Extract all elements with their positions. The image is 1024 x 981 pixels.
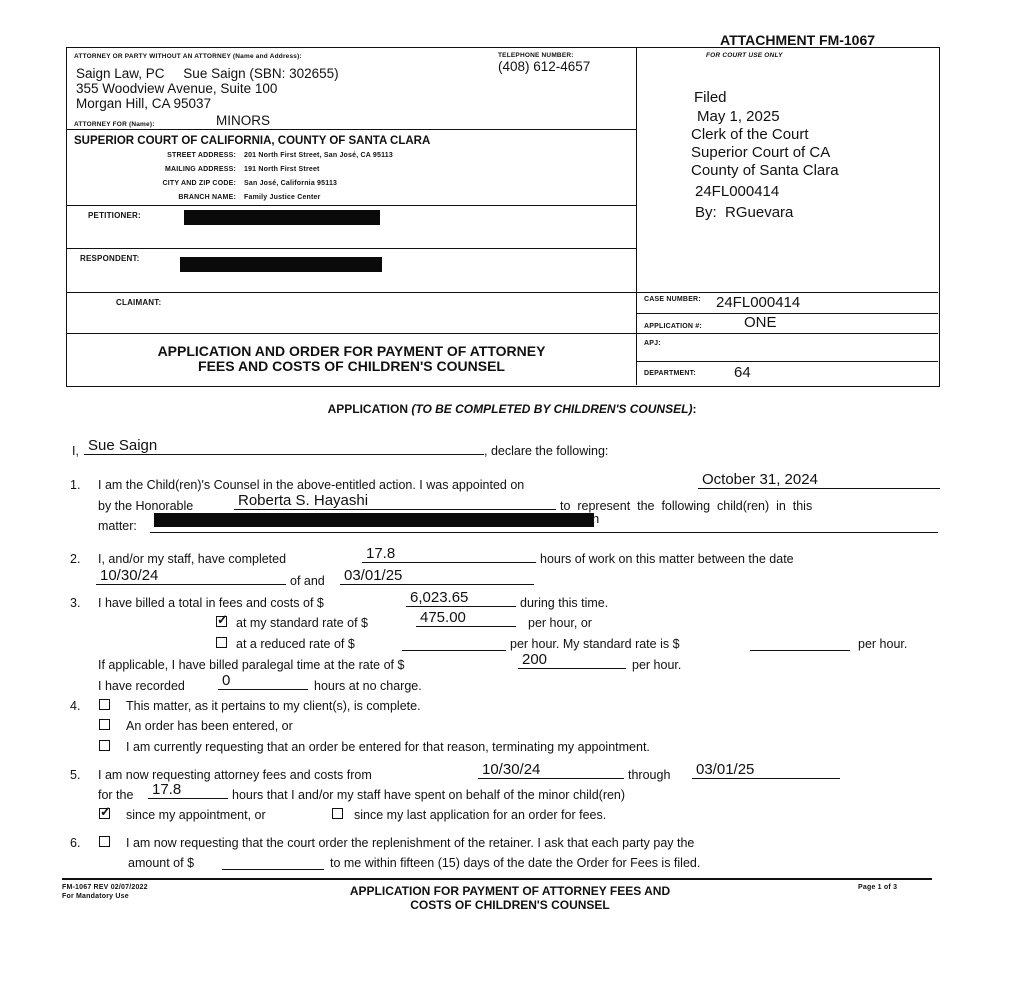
- item2-text: I, and/or my staff, have completed: [98, 552, 287, 566]
- item4-b: An order has been entered, or: [126, 719, 293, 733]
- item5-number: 5.: [70, 768, 81, 782]
- branch: Family Justice Center: [244, 194, 321, 201]
- fees-hours: 17.8: [148, 782, 228, 799]
- street: 201 North First Street, San José, CA 95113: [244, 152, 393, 159]
- judge-name: Roberta S. Hayashi: [234, 493, 556, 510]
- reduced-rate-line: [402, 650, 506, 651]
- mailing-label: MAILING ADDRESS:: [165, 166, 236, 173]
- court-use-filed: Filed: [694, 89, 727, 106]
- item3-during: during this time.: [520, 596, 609, 610]
- item5-hours-text: hours that I and/or my staff have spent on behalf of the minor child(ren): [232, 788, 626, 802]
- since-last-application-checkbox[interactable]: [332, 808, 343, 819]
- matter-line: [150, 532, 938, 533]
- address-line-1: 355 Woodview Avenue, Suite 100: [76, 81, 278, 96]
- footer-title-line-2: COSTS OF CHILDREN'S COUNSEL: [410, 898, 610, 912]
- footer-title: [236, 884, 784, 912]
- petitioner-redaction: [184, 210, 380, 225]
- date-from: 10/30/24: [96, 568, 286, 585]
- petitioner-label: PETITIONER:: [88, 211, 141, 220]
- respondent-redaction: [180, 257, 382, 272]
- item3-text: I have billed a total in fees and costs of $: [98, 596, 324, 610]
- attorney-label: ATTORNEY OR PARTY WITHOUT AN ATTORNEY (Name and Address):: [74, 53, 302, 60]
- since-appointment-checkbox[interactable]: [99, 808, 110, 819]
- footer-rule: [62, 878, 932, 880]
- appointed-date: October 31, 2024: [698, 472, 940, 489]
- footer-form-id: FM-1067 REV 02/07/2022: [62, 884, 148, 891]
- item5-since-appt: since my appointment, or: [126, 808, 266, 822]
- item1-text: I am the Child(ren)'s Counsel in the above-entitled action. I was appointed on: [98, 478, 525, 492]
- matter-redaction: [154, 513, 594, 527]
- reduced-rate-label: at a reduced rate of $: [236, 637, 355, 651]
- court-name: SUPERIOR COURT OF CALIFORNIA, COUNTY OF SANTA CLARA: [74, 135, 431, 147]
- declarant-suffix: , declare the following:: [484, 444, 609, 458]
- paralegal-suffix: per hour.: [632, 658, 682, 672]
- rule: [66, 129, 637, 130]
- item5-text: I am now requesting attorney fees and costs from: [98, 768, 372, 782]
- footer-page: Page 1 of 3: [858, 884, 898, 891]
- court-use-date: May 1, 2025: [697, 108, 780, 125]
- rule: [636, 361, 938, 362]
- fees-from: 10/30/24: [478, 762, 624, 779]
- respondent-label: RESPONDENT:: [80, 254, 140, 263]
- no-charge-suffix: hours at no charge.: [314, 679, 422, 693]
- department-label: DEPARTMENT:: [644, 370, 696, 377]
- rule: [66, 333, 938, 334]
- telephone: (408) 612-4657: [498, 59, 591, 74]
- attorney-for: MINORS: [216, 113, 270, 128]
- footer-title-line-1: APPLICATION FOR PAYMENT OF ATTORNEY FEES AND: [349, 884, 671, 898]
- apj-label: APJ:: [644, 340, 661, 347]
- matter-tail: h: [592, 511, 600, 526]
- item2-text2: hours of work on this matter between the date: [540, 552, 794, 566]
- paralegal-rate: 200: [518, 652, 626, 669]
- street-label: STREET ADDRESS:: [167, 152, 236, 159]
- attachment-label: ATTACHMENT FM-1067: [720, 32, 876, 48]
- item4-a: This matter, as it pertains to my client(s), is complete.: [126, 699, 421, 713]
- standard-rate-line: [750, 650, 850, 651]
- item5-since-last: since my last application for an order for fees.: [354, 808, 607, 822]
- order-entered-checkbox[interactable]: [99, 719, 110, 730]
- rule: [636, 313, 938, 314]
- footer-mandatory: For Mandatory Use: [62, 893, 129, 900]
- form-title-line-1: APPLICATION AND ORDER FOR PAYMENT OF ATTORNEY: [157, 343, 546, 359]
- requesting-order-checkbox[interactable]: [99, 740, 110, 751]
- rule: [66, 248, 637, 249]
- standard-rate-label: at my standard rate of $: [236, 616, 369, 630]
- item5-through: through: [628, 768, 671, 782]
- item6-amount: amount of $: [128, 856, 195, 870]
- item4-number: 4.: [70, 699, 81, 713]
- application-heading: [0, 402, 1024, 416]
- department: 64: [734, 364, 751, 381]
- replenish-retainer-checkbox[interactable]: [99, 836, 110, 847]
- heading-suffix: :: [692, 402, 697, 416]
- item6-tail: to me within fifteen (15) days of the date the Order for Fees is filed.: [330, 856, 701, 870]
- court-use-case: 24FL000414: [695, 183, 780, 200]
- fees-through: 03/01/25: [692, 762, 840, 779]
- item2-of-and: of and: [290, 574, 325, 588]
- case-number-label: CASE NUMBER:: [644, 296, 701, 303]
- no-charge-hours: 0: [218, 673, 308, 690]
- application-number: ONE: [744, 314, 777, 331]
- reduced-rate-suffix2: per hour.: [858, 637, 908, 651]
- application-number-label: APPLICATION #:: [644, 323, 702, 330]
- heading-italic: (TO BE COMPLETED BY CHILDREN'S COUNSEL): [411, 402, 693, 416]
- court-use-county: County of Santa Clara: [691, 162, 839, 179]
- caption-divider: [636, 47, 637, 385]
- item1-number: 1.: [70, 478, 81, 492]
- item4-c: I am currently requesting that an order be entered for that reason, terminating my appointment.: [126, 740, 650, 754]
- amount-line: [222, 869, 324, 870]
- court-use-by: By: RGuevara: [695, 204, 794, 221]
- item3-number: 3.: [70, 596, 81, 610]
- claimant-label: CLAIMANT:: [116, 298, 162, 307]
- heading-prefix: APPLICATION: [327, 402, 412, 416]
- city-label: CITY AND ZIP CODE:: [162, 180, 236, 187]
- rule: [66, 205, 637, 206]
- item2-number: 2.: [70, 552, 81, 566]
- court-use-clerk: Clerk of the Court: [691, 126, 809, 143]
- item1-matter: matter:: [98, 519, 137, 533]
- firm-line: Saign Law, PC Sue Saign (SBN: 302655): [76, 66, 339, 81]
- case-number: 24FL000414: [716, 294, 801, 311]
- standard-rate-suffix: per hour, or: [528, 616, 592, 630]
- declarant-field: Sue Saign: [84, 438, 484, 455]
- attorney-for-label: ATTORNEY FOR (Name):: [74, 121, 155, 128]
- city: San José, California 95113: [244, 180, 338, 187]
- item5-for: for the: [98, 788, 134, 802]
- item1-by: by the Honorable: [98, 499, 194, 513]
- no-charge-label: I have recorded: [98, 679, 185, 693]
- complete-checkbox[interactable]: [99, 699, 110, 710]
- hours-completed: 17.8: [362, 546, 536, 563]
- reduced-rate-checkbox[interactable]: [216, 637, 227, 648]
- form-title-line-2: FEES AND COSTS OF CHILDREN'S COUNSEL: [198, 358, 505, 374]
- mailing: 191 North First Street: [244, 166, 320, 173]
- standard-rate: 475.00: [416, 610, 516, 627]
- address-line-2: Morgan Hill, CA 95037: [76, 96, 212, 111]
- total-billed: 6,023.65: [406, 590, 516, 607]
- rule: [66, 292, 938, 293]
- item6-text: I am now requesting that the court order the replenishment of the retainer. I ask that each party pay the: [126, 836, 695, 850]
- item6-number: 6.: [70, 836, 81, 850]
- date-to: 03/01/25: [340, 568, 534, 585]
- reduced-rate-suffix: per hour. My standard rate is $: [510, 637, 680, 651]
- branch-label: BRANCH NAME:: [178, 194, 236, 201]
- standard-rate-checkbox[interactable]: [216, 616, 227, 627]
- form-title: [66, 344, 637, 374]
- paralegal-label: If applicable, I have billed paralegal time at the rate of $: [98, 658, 405, 672]
- court-use-court: Superior Court of CA: [691, 144, 831, 161]
- declarant-prefix: I,: [72, 444, 79, 458]
- item1-represent: to represent the following child(ren) in this: [560, 499, 813, 513]
- telephone-label: TELEPHONE NUMBER:: [498, 52, 574, 59]
- court-use-label: FOR COURT USE ONLY: [706, 52, 783, 59]
